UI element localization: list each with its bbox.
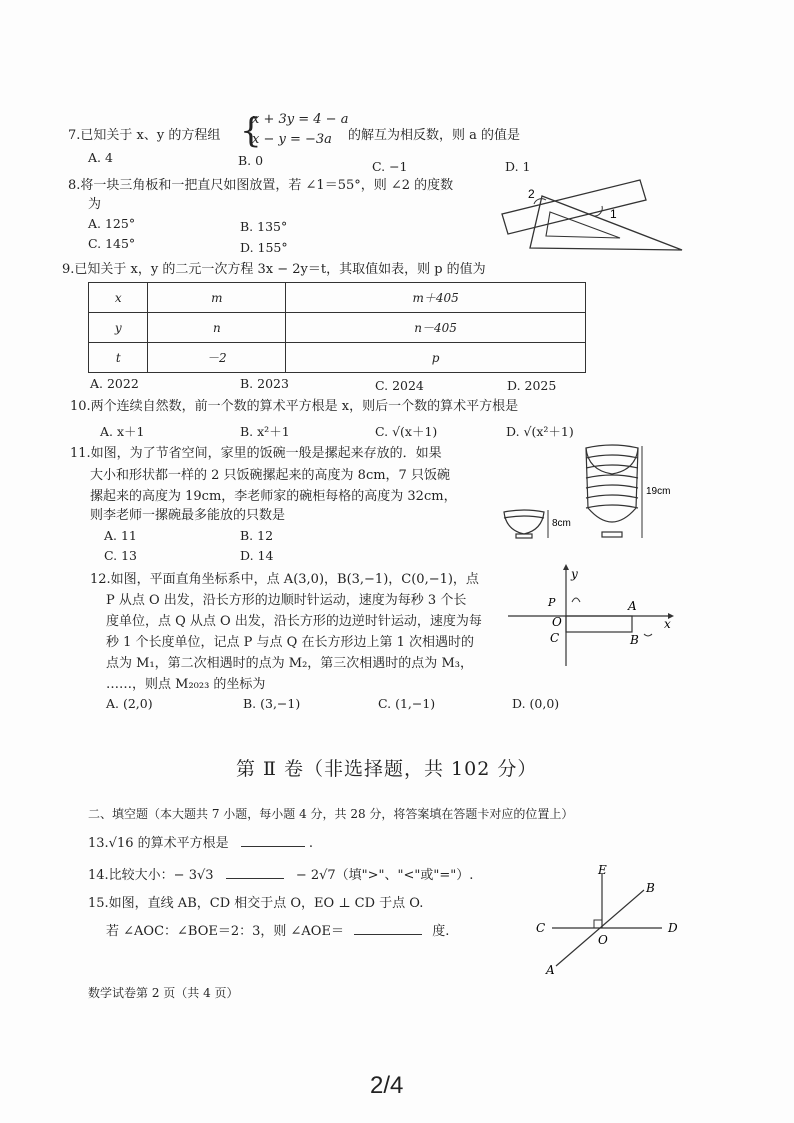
q11-option-d: D. 14 (240, 548, 274, 563)
q9-option-d: D. 2025 (507, 378, 557, 393)
q8-option-d: D. 155° (240, 240, 288, 255)
q9-option-c: C. 2024 (375, 378, 424, 393)
q8-option-b: B. 135° (240, 219, 288, 234)
q8-text: 8.将一块三角板和一把直尺如图放置，若 ∠1＝55°，则 ∠2 的度数 (68, 178, 454, 193)
q10-option-b: B. x²＋1 (240, 424, 290, 439)
page-footer: 数学试卷第 2 页（共 4 页） (88, 986, 239, 1000)
q12-label-a: A (628, 599, 637, 613)
q12-label-y: y (571, 567, 578, 581)
table-row (89, 313, 586, 343)
q15-line-2 (106, 922, 449, 942)
q15-line-1: 15.如图，直线 AB，CD 相交于点 O，EO ⊥ CD 于点 O. (88, 896, 424, 911)
table-row (89, 283, 586, 313)
q12-option-a: A. (2,0) (106, 696, 153, 711)
q11-line-3: 摞起来的高度为 19cm，李老师家的碗柜每格的高度为 32cm， (90, 489, 457, 504)
q15-end: 度. (432, 924, 450, 939)
table-cell: n (148, 313, 286, 343)
q11-option-b: B. 12 (240, 528, 274, 543)
table-row (89, 343, 586, 373)
q14-left: 14.比较大小：− 3√3 (88, 868, 214, 883)
q10-text: 10.两个连续自然数，前一个数的算术平方根是 x，则后一个数的算术平方根是 (70, 399, 519, 414)
q14-answer-blank (226, 878, 284, 879)
q12-label-b: B (630, 633, 639, 647)
q8-figure (490, 176, 700, 256)
q12-option-c: C. (1,−1) (378, 696, 436, 711)
section-2-title: 第 Ⅱ 卷（非选择题，共 102 分） (236, 758, 538, 780)
q12-line-4: 秒 1 个长度单位，记点 P 与点 Q 在长方形边上第 1 次相遇时的 (106, 635, 475, 650)
q12-label-x: x (664, 617, 671, 631)
q13-answer-blank (241, 846, 305, 847)
q12-line-5: 点为 M₁，第二次相遇时的点为 M₂，第三次相遇时的点为 M₃， (106, 656, 473, 671)
ruler-shape (502, 180, 646, 234)
q15-label-b: B (646, 881, 655, 895)
q10-option-a: A. x＋1 (100, 424, 145, 439)
table-cell: x (89, 283, 148, 313)
q8-option-c: C. 145° (88, 236, 136, 251)
q7-eq1: x + 3y = 4 − a (252, 112, 349, 127)
q12-option-d: D. (0,0) (512, 696, 560, 711)
q15-label-o: O (598, 933, 608, 947)
table-cell: t (89, 343, 148, 373)
q15-label-d: D (668, 921, 678, 935)
q11-line-4: 则李老师一摞碗最多能放的只数是 (90, 508, 286, 523)
q7-eq2: x − y = −3a (252, 132, 332, 147)
q7-option-a: A. 4 (88, 150, 113, 165)
q12-label-o: O (552, 615, 562, 629)
table-cell: m (148, 283, 286, 313)
q7-brace: { (240, 111, 262, 151)
q11-label-19cm: 19cm (646, 486, 671, 497)
bowls-stack (586, 445, 638, 537)
q12-label-p: P (548, 596, 556, 609)
q10-option-c: C. √(x＋1) (375, 424, 438, 439)
table-cell: p (286, 343, 586, 373)
q12-label-c: C (550, 631, 560, 645)
q7-lead: 7.已知关于 x、y 的方程组 (68, 128, 221, 143)
q15-text: 若 ∠AOC：∠BOE＝2：3，则 ∠AOE＝ (106, 924, 344, 939)
table-cell: y (89, 313, 148, 343)
q15-label-c: C (536, 921, 546, 935)
q12-line-6: ……，则点 M₂₀₂₃ 的坐标为 (106, 677, 266, 692)
q7-option-c: C. −1 (372, 159, 408, 174)
q14-right: − 2√7（填">"、"<"或"="）. (295, 868, 474, 883)
q8-option-a: A. 125° (88, 216, 136, 231)
q15-label-a: A (546, 963, 555, 977)
table-cell: m＋405 (286, 283, 586, 313)
q7-option-d: D. 1 (505, 159, 531, 174)
q15-answer-blank (354, 934, 422, 935)
q9-option-a: A. 2022 (90, 376, 139, 391)
q11-line-2: 大小和形状都一样的 2 只饭碗摞起来的高度为 8cm，7 只饭碗 (90, 468, 450, 483)
q12-figure (508, 562, 678, 668)
q15-label-e: E (598, 863, 607, 877)
part2-heading: 二、填空题（本大题共 7 小题，每小题 4 分，共 28 分，将答案填在答题卡对应的位置上） (88, 807, 574, 821)
q8-label-1: 1 (610, 207, 617, 221)
q15-figure (532, 862, 692, 978)
q12-line-3: 度单位，点 Q 从点 O 出发，沿长方形的边逆时针运动，速度为每 (106, 614, 482, 629)
q13-text (88, 834, 313, 854)
page-number: 2/4 (370, 1072, 404, 1099)
q14-text (88, 866, 473, 886)
q7-option-b: B. 0 (238, 153, 264, 168)
q11-figure (496, 440, 696, 550)
q11-option-a: A. 11 (104, 528, 137, 543)
table-cell: n－405 (286, 313, 586, 343)
q12-line-2: P 从点 O 出发，沿长方形的边顺时针运动，速度为每秒 3 个长 (106, 593, 467, 608)
q8-label-2: 2 (528, 187, 535, 201)
q10-option-d: D. √(x²＋1) (506, 424, 574, 439)
q9-value-table (88, 282, 586, 373)
q12-option-b: B. (3,−1) (243, 696, 301, 711)
bowls-pair (504, 510, 544, 538)
q12-line-1: 12.如图，平面直角坐标系中，点 A(3,0)，B(3,−1)，C(0,−1)，点 (90, 572, 479, 587)
q11-label-8cm: 8cm (552, 518, 571, 529)
q9-text: 9.已知关于 x，y 的二元一次方程 3x − 2y＝t，其取值如表，则 p 的值为 (62, 262, 486, 277)
q13-label: 13.√16 的算术平方根是 (88, 836, 229, 851)
q8-text2: 为 (88, 197, 102, 212)
q9-option-b: B. 2023 (240, 376, 289, 391)
rectangle-oabc (566, 616, 632, 632)
q11-option-c: C. 13 (104, 548, 137, 563)
q11-line-1: 11.如图，为了节省空间，家里的饭碗一般是摞起来存放的．如果 (70, 446, 442, 461)
q7-tail: 的解互为相反数，则 a 的值是 (348, 128, 521, 143)
q13-end: . (308, 836, 314, 851)
table-cell: －2 (148, 343, 286, 373)
